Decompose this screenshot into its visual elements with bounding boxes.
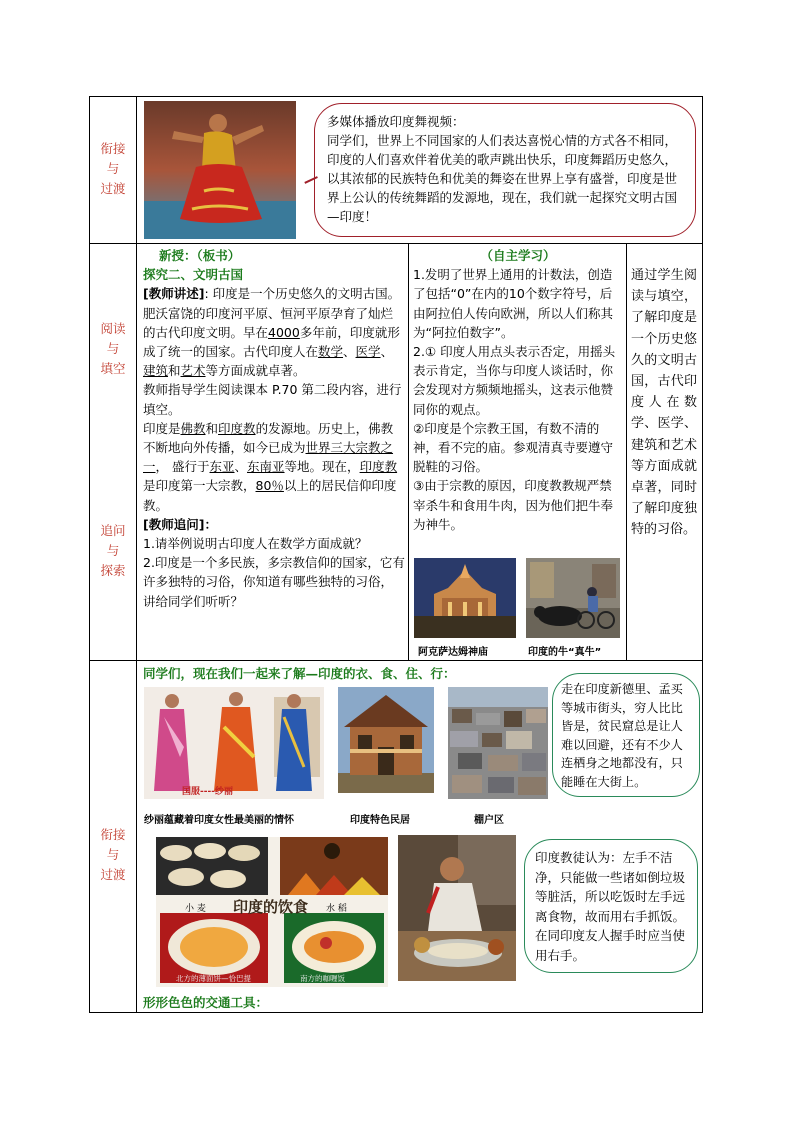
objective-column: 通过学生阅读与填空，了解印度是一个历史悠久的文明古国，古代印度人在数学、医学、建筑和艺术等方面成就卓著，同时了解印度独特的习俗。 xyxy=(631,268,697,538)
section-heading: 新授：（板书） xyxy=(159,248,241,263)
label-line: 衔接 xyxy=(100,141,126,156)
text-run: 多年前，印度就形成了统一的国家。古代印度人在 xyxy=(143,324,400,360)
slum-caption: 棚户区 xyxy=(474,815,504,826)
text-run: 是印度第一大宗教， xyxy=(143,478,256,494)
food-caption-north: 北方的薄面饼—恰巴提 xyxy=(176,974,251,983)
bubble-text: 同学们，世界上不同国家的人们表达喜悦心情的方式各不相同，印度的人们喜欢伴着优美的歌声跳出快乐，印度舞蹈历史悠久，以其浓郁的民族特色和优美的舞姿在世界上享有盛誉，印度是世界上公认的传统舞蹈的发源地，现在，我们就一起探究文明古国—印度！ xyxy=(327,133,678,224)
sacred-cow-image xyxy=(526,558,620,638)
text-run: ： xyxy=(204,516,217,532)
text-run: 、 xyxy=(343,344,356,360)
sari-image xyxy=(144,687,324,799)
food-label-wheat: 小 麦 xyxy=(185,904,206,914)
label-line: 阅读 xyxy=(100,321,126,336)
col-divider xyxy=(136,97,137,1012)
religion-paragraph xyxy=(143,419,405,515)
lecture-paragraph xyxy=(143,284,405,380)
row2-label-top xyxy=(90,319,136,379)
text-run: 和 xyxy=(168,363,181,379)
temple-caption: 阿克萨达姆神庙 xyxy=(418,647,488,658)
new-lesson-column xyxy=(143,246,405,611)
fill-blank: 80％ xyxy=(255,478,284,494)
section-subheading: 探究二、文明古国 xyxy=(143,267,244,283)
row1-label xyxy=(90,139,136,199)
col-divider xyxy=(408,243,409,660)
label-line: 与 xyxy=(106,847,120,862)
question-2: 2.印度是一个多民族，多宗教信仰的国家，它有许多独特的习俗，你知道有哪些独特的习俗，讲给同学们听听？ xyxy=(143,555,405,609)
transport-heading: 形形色色的交通工具： xyxy=(143,995,269,1010)
text-run: ， 盛行于 xyxy=(155,459,210,475)
bubble-title: 多媒体播放印度舞视频： xyxy=(327,114,465,129)
text-run: 和 xyxy=(205,420,219,436)
fill-blank: 4000 xyxy=(268,324,300,340)
answer-paragraph: ②印度是个宗教王国，有数不清的神，看不完的庙。参观清真寺要遵守脱鞋的习俗。 xyxy=(413,420,614,475)
label-line: 填空 xyxy=(100,361,126,376)
section-intro: 同学们，现在我们一起来了解—印度的衣、食、住、行： xyxy=(143,666,456,681)
self-study-column xyxy=(413,246,623,534)
custom-speech-bubble: 印度教徒认为：左手不洁净，只能做一些诸如倒垃圾等脏活，所以吃饭时左手远离食物，故而用右手抓饭。在同印度友人握手时应当使用右手。 xyxy=(524,839,698,973)
label-line: 与 xyxy=(106,543,120,558)
fill-blank: 医学 xyxy=(355,344,381,360)
fill-blank: 东南亚 xyxy=(247,459,285,475)
answer-paragraph: 1.发明了世界上通用的计数法，创造了包括“0”在内的10个数字符号，后由阿拉伯人传向欧洲，所以人们称其为“阿拉伯数字”。 xyxy=(413,267,614,340)
slum-speech-bubble: 走在印度新德里、孟买等城市街头，穷人比比皆是，贫民窟总是让人难以回避，还有不少人连栖身之地都没有，只能睡在大街上。 xyxy=(552,673,700,797)
fill-blank: 东亚 xyxy=(209,459,235,475)
row-divider xyxy=(90,243,702,244)
fill-blank: 艺术 xyxy=(180,363,206,379)
row2-label-bottom xyxy=(90,521,136,581)
sari-overlay-label: 国服----纱丽 xyxy=(182,787,233,797)
follow-up-heading xyxy=(143,515,405,534)
text-run: 以上的居民信仰印度教。 xyxy=(143,478,397,513)
text-run: 、 xyxy=(380,344,394,360)
answer-paragraph: 2.① 印度人用点头表示否定，用摇头表示肯定，当你与印度人谈话时，你会发现对方频频地摇头，这表示他赞同你的观点。 xyxy=(413,344,616,417)
label-line: 与 xyxy=(106,161,120,176)
eating-by-hand-image xyxy=(398,835,516,981)
cow-caption: 印度的牛“真牛” xyxy=(528,647,602,658)
food-title: 印度的饮食 xyxy=(233,898,309,916)
teacher-tag: [教师讲述] xyxy=(143,286,205,302)
fill-blank: 印度教 xyxy=(359,459,398,475)
text-run: : 印度是一个历史悠久的文明古国。肥沃富饶的印度河平原、恒河平原孕育了灿烂的古代印度文明。早在 xyxy=(143,286,401,340)
temple-image xyxy=(414,558,516,638)
fill-blank: 印度教 xyxy=(218,420,256,436)
answer-paragraph: ③由于宗教的原因，印度教教规严禁宰杀牛和食用牛肉，因为他们把牛奉为神牛。 xyxy=(413,478,614,532)
section-heading: （自主学习） xyxy=(480,248,556,263)
row3-label xyxy=(90,825,136,885)
fill-blank: 建筑 xyxy=(143,363,169,379)
label-line: 探索 xyxy=(100,563,126,578)
col-divider xyxy=(626,243,627,660)
fill-blank: 世界三大宗教之一 xyxy=(143,440,394,475)
lesson-table xyxy=(89,96,703,1013)
row-divider xyxy=(90,660,702,661)
label-line: 与 xyxy=(106,341,120,356)
label-line: 衔接 xyxy=(100,827,126,842)
text-run: 等地。现在， xyxy=(284,459,360,475)
speech-bubble xyxy=(314,103,696,237)
text-run: 、 xyxy=(234,459,248,475)
indian-dancer-image xyxy=(144,101,296,239)
text-run: 的发源地。历史上，佛教不断地向外传播，如今已成为 xyxy=(143,420,394,456)
question-1: 1.请举例说明古印度人在数学方面成就？ xyxy=(143,536,368,552)
label-line: 过渡 xyxy=(100,181,126,196)
slum-image xyxy=(448,687,548,799)
teacher-tag: [教师追问] xyxy=(143,516,205,532)
food-label-rice: 水 稻 xyxy=(326,904,347,914)
text-run: 印度是 xyxy=(143,420,181,436)
label-line: 过渡 xyxy=(100,867,126,882)
fill-blank: 数学 xyxy=(318,344,344,360)
food-caption-south: 南方的咖喱饭 xyxy=(300,974,345,983)
house-image xyxy=(338,687,434,793)
sari-caption: 纱丽蕴藏着印度女性最美丽的情怀 xyxy=(144,815,294,826)
house-caption: 印度特色民居 xyxy=(350,815,410,826)
instruction-paragraph: 教师指导学生阅读课本 P.70 第二段内容，进行填空。 xyxy=(143,382,402,417)
fill-blank: 佛教 xyxy=(180,420,206,436)
label-line: 追问 xyxy=(100,523,126,538)
text-run: 等方面成就卓著。 xyxy=(205,363,306,379)
